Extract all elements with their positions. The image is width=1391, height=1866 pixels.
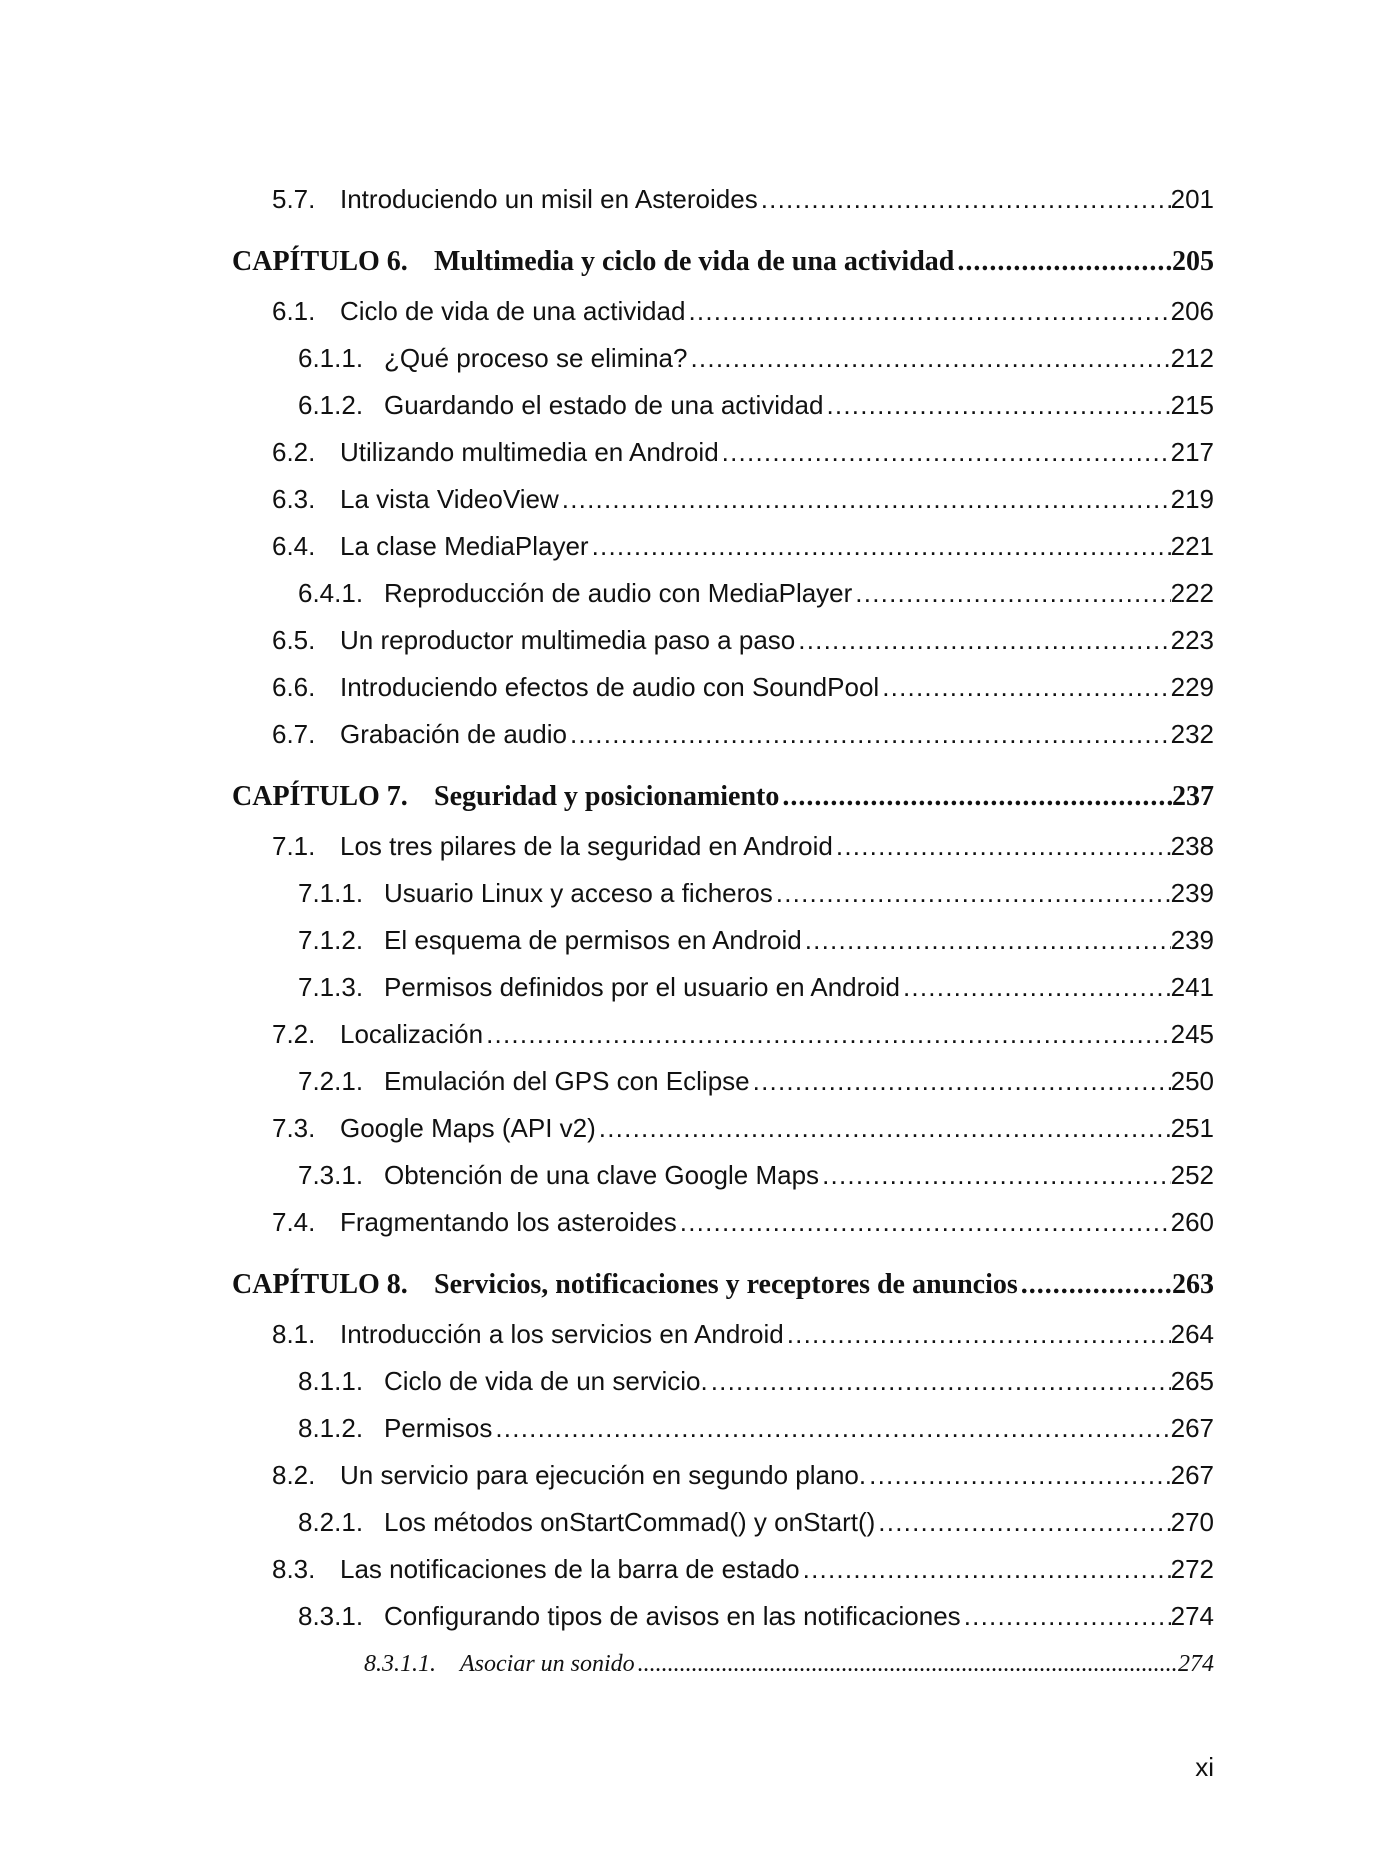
toc-entry-number: 6.1.1. — [298, 343, 364, 373]
toc-entry-page: 245 — [1170, 1019, 1214, 1049]
toc-entry-number: 5.7. — [272, 184, 316, 214]
dot-leader — [855, 570, 1170, 617]
toc-entry-number: 6.1.2. — [298, 390, 364, 420]
toc-entry-title: Asociar un sonido — [460, 1651, 635, 1677]
toc-entry-page: 267 — [1170, 1413, 1214, 1443]
toc-section-entry[interactable] — [232, 711, 1214, 758]
toc-entry-page: 215 — [1170, 390, 1214, 420]
toc-chapter-entry[interactable] — [232, 235, 1214, 288]
toc-entry-page: 223 — [1170, 625, 1214, 655]
toc-section-entry[interactable] — [232, 617, 1214, 664]
dot-leader — [711, 1358, 1171, 1405]
toc-entry-title: Guardando el estado de una actividad — [384, 390, 824, 420]
dot-leader — [1021, 1258, 1172, 1311]
toc-entry-page: 263 — [1172, 1269, 1214, 1300]
toc-entry-page: 267 — [1170, 1460, 1214, 1490]
toc-section-entry[interactable] — [232, 664, 1214, 711]
toc-entry-title: Localización — [340, 1019, 484, 1049]
toc-section-entry[interactable] — [232, 823, 1214, 870]
toc-entry-number: 8.1.1. — [298, 1366, 364, 1396]
dot-leader — [826, 382, 1170, 429]
dot-leader — [869, 1452, 1170, 1499]
toc-entry-page: 239 — [1170, 878, 1214, 908]
dot-leader — [753, 1058, 1171, 1105]
dot-leader — [787, 1311, 1171, 1358]
toc-entry-number: 6.4.1. — [298, 578, 364, 608]
toc-entry-number: 7.3. — [272, 1113, 316, 1143]
toc-chapter-entry[interactable] — [232, 770, 1214, 823]
dot-leader — [570, 711, 1171, 758]
toc-entry-number: CAPÍTULO 6. — [232, 246, 408, 277]
toc-section-entry[interactable] — [232, 1546, 1214, 1593]
dot-leader — [964, 1593, 1171, 1640]
toc-entry-number: 7.1.2. — [298, 925, 364, 955]
toc-entry-title: Configurando tipos de avisos en las notificaciones — [384, 1601, 961, 1631]
toc-entry-title: Servicios, notificaciones y receptores de anuncios — [434, 1269, 1018, 1300]
toc-entry-page: 252 — [1170, 1160, 1214, 1190]
toc-entry-page: 250 — [1170, 1066, 1214, 1096]
toc-entry-number: 6.2. — [272, 437, 316, 467]
dot-leader — [822, 1152, 1171, 1199]
dot-leader — [599, 1105, 1171, 1152]
toc-subsection-entry[interactable] — [232, 964, 1214, 1011]
toc-entry-title: Reproducción de audio con MediaPlayer — [384, 578, 853, 608]
toc-entry-page: 274 — [1178, 1651, 1214, 1677]
toc-section-entry[interactable] — [232, 1311, 1214, 1358]
toc-entry-page: 270 — [1170, 1507, 1214, 1537]
toc-entry-number: 7.1. — [272, 831, 316, 861]
toc-entry-number: 7.2. — [272, 1019, 316, 1049]
dot-leader — [592, 523, 1171, 570]
toc-entry-title: Multimedia y ciclo de vida de una actividad — [434, 246, 955, 277]
toc-entry-title: Permisos definidos por el usuario en Android — [384, 972, 900, 1002]
dot-leader — [957, 235, 1172, 288]
toc-subsection-entry[interactable] — [232, 1152, 1214, 1199]
toc-entry-title: La vista VideoView — [340, 484, 559, 514]
toc-entry-title: El esquema de permisos en Android — [384, 925, 802, 955]
toc-section-entry[interactable] — [232, 1452, 1214, 1499]
dot-leader — [562, 476, 1171, 523]
toc-entry-title: Emulación del GPS con Eclipse — [384, 1066, 750, 1096]
toc-entry-title: Introduciendo efectos de audio con SoundPool — [340, 672, 880, 702]
toc-entry-page: 219 — [1170, 484, 1214, 514]
toc-entry-page: 264 — [1170, 1319, 1214, 1349]
toc-entry-title: Permisos — [384, 1413, 493, 1443]
toc-entry-title: Google Maps (API v2) — [340, 1113, 596, 1143]
toc-entry-title: Ciclo de vida de un servicio. — [384, 1366, 708, 1396]
toc-section-entry[interactable] — [232, 523, 1214, 570]
toc-entry-page: 229 — [1170, 672, 1214, 702]
toc-entry-number: 8.3. — [272, 1554, 316, 1584]
dot-leader — [798, 617, 1170, 664]
toc-entry-number: 8.2. — [272, 1460, 316, 1490]
toc-entry-title: Las notificaciones de la barra de estado — [340, 1554, 800, 1584]
toc-entry-number: 6.6. — [272, 672, 316, 702]
toc-entry-page: 205 — [1172, 246, 1214, 277]
toc-entry-number: 8.3.1. — [298, 1601, 364, 1631]
dot-leader — [680, 1199, 1171, 1246]
toc-entry-page: 238 — [1170, 831, 1214, 861]
toc-entry-title: Obtención de una clave Google Maps — [384, 1160, 820, 1190]
toc-entry-title: Ciclo de vida de una actividad — [340, 296, 686, 326]
toc-entry-page: 265 — [1170, 1366, 1214, 1396]
toc-entry-page: 206 — [1170, 296, 1214, 326]
toc-entry-number: 7.3.1. — [298, 1160, 364, 1190]
toc-entry-title: Fragmentando los asteroides — [340, 1207, 677, 1237]
toc-entry-number: CAPÍTULO 8. — [232, 1269, 408, 1300]
toc-entry-title: Los métodos onStartCommad() y onStart() — [384, 1507, 876, 1537]
toc-entry-page: 217 — [1170, 437, 1214, 467]
toc-section-entry[interactable] — [232, 1105, 1214, 1152]
toc-entry-title: Grabación de audio — [340, 719, 567, 749]
dot-leader — [638, 1640, 1178, 1688]
toc-entry-page: 274 — [1170, 1601, 1214, 1631]
toc-entry-number: 7.1.1. — [298, 878, 364, 908]
toc-section-entry[interactable] — [232, 1011, 1214, 1058]
toc-entry-number: 6.4. — [272, 531, 316, 561]
toc-entry-title: Un servicio para ejecución en segundo plano. — [340, 1460, 867, 1490]
toc-subsection-entry[interactable] — [232, 1358, 1214, 1405]
toc-entry-title: Seguridad y posicionamiento — [434, 781, 780, 812]
toc-entry-page: 212 — [1170, 343, 1214, 373]
toc-entry-number: 6.3. — [272, 484, 316, 514]
toc-entry-title: Los tres pilares de la seguridad en Android — [340, 831, 833, 861]
toc-section-entry[interactable] — [232, 176, 1214, 223]
toc-section-entry[interactable] — [232, 288, 1214, 335]
toc-entry-number: 8.1. — [272, 1319, 316, 1349]
toc-entry-number: 6.7. — [272, 719, 316, 749]
dot-leader — [878, 1499, 1170, 1546]
toc-subsection-entry[interactable] — [232, 870, 1214, 917]
dot-leader — [836, 823, 1171, 870]
toc-entry-number: CAPÍTULO 7. — [232, 781, 408, 812]
dot-leader — [782, 770, 1172, 823]
toc-subsection-entry[interactable] — [232, 570, 1214, 617]
toc-entry-page: 232 — [1170, 719, 1214, 749]
toc-entry-page: 237 — [1172, 781, 1214, 812]
toc-entry-number: 7.1.3. — [298, 972, 364, 1002]
dot-leader — [803, 1546, 1171, 1593]
toc-entry-page: 239 — [1170, 925, 1214, 955]
toc-subsection-entry[interactable] — [232, 917, 1214, 964]
toc-subsection-entry[interactable] — [232, 335, 1214, 382]
toc-section-entry[interactable] — [232, 476, 1214, 523]
toc-subsection-entry[interactable] — [232, 382, 1214, 429]
toc-entry-number: 7.4. — [272, 1207, 316, 1237]
dot-leader — [690, 335, 1170, 382]
toc-subsection-entry[interactable] — [232, 1499, 1214, 1546]
toc-entry-page: 201 — [1170, 184, 1214, 214]
toc-entry-title: Introducción a los servicios en Android — [340, 1319, 784, 1349]
toc-entry-number: 8.3.1.1. — [364, 1651, 436, 1677]
toc-entry-title: ¿Qué proceso se elimina? — [384, 343, 688, 373]
toc-subsection-entry[interactable] — [232, 1058, 1214, 1105]
dot-leader — [495, 1405, 1170, 1452]
toc-entry-page: 272 — [1170, 1554, 1214, 1584]
dot-leader — [688, 288, 1170, 335]
dot-leader — [776, 870, 1171, 917]
toc-chapter-entry[interactable] — [232, 1258, 1214, 1311]
toc-entry-number: 8.1.2. — [298, 1413, 364, 1443]
toc-entry-number: 8.2.1. — [298, 1507, 364, 1537]
toc-entry-title: La clase MediaPlayer — [340, 531, 589, 561]
dot-leader — [805, 917, 1171, 964]
dot-leader — [882, 664, 1170, 711]
dot-leader — [761, 176, 1171, 223]
toc-subsubsection-entry[interactable] — [232, 1640, 1214, 1688]
toc-entry-page: 221 — [1170, 531, 1214, 561]
toc-entry-page: 222 — [1170, 578, 1214, 608]
toc-entry-page: 241 — [1170, 972, 1214, 1002]
dot-leader — [903, 964, 1171, 1011]
toc-entry-number: 7.2.1. — [298, 1066, 364, 1096]
toc-entry-number: 6.5. — [272, 625, 316, 655]
toc-section-entry[interactable] — [232, 1199, 1214, 1246]
dot-leader — [486, 1011, 1171, 1058]
toc-entry-title: Un reproductor multimedia paso a paso — [340, 625, 796, 655]
toc-section-entry[interactable] — [232, 429, 1214, 476]
table-of-contents — [232, 176, 1214, 1688]
page-number: xi — [1195, 1752, 1214, 1782]
toc-entry-number: 6.1. — [272, 296, 316, 326]
toc-entry-title: Introduciendo un misil en Asteroides — [340, 184, 758, 214]
toc-entry-page: 260 — [1170, 1207, 1214, 1237]
toc-subsection-entry[interactable] — [232, 1593, 1214, 1640]
toc-subsection-entry[interactable] — [232, 1405, 1214, 1452]
toc-entry-title: Utilizando multimedia en Android — [340, 437, 719, 467]
dot-leader — [722, 429, 1171, 476]
toc-entry-page: 251 — [1170, 1113, 1214, 1143]
toc-entry-title: Usuario Linux y acceso a ficheros — [384, 878, 773, 908]
